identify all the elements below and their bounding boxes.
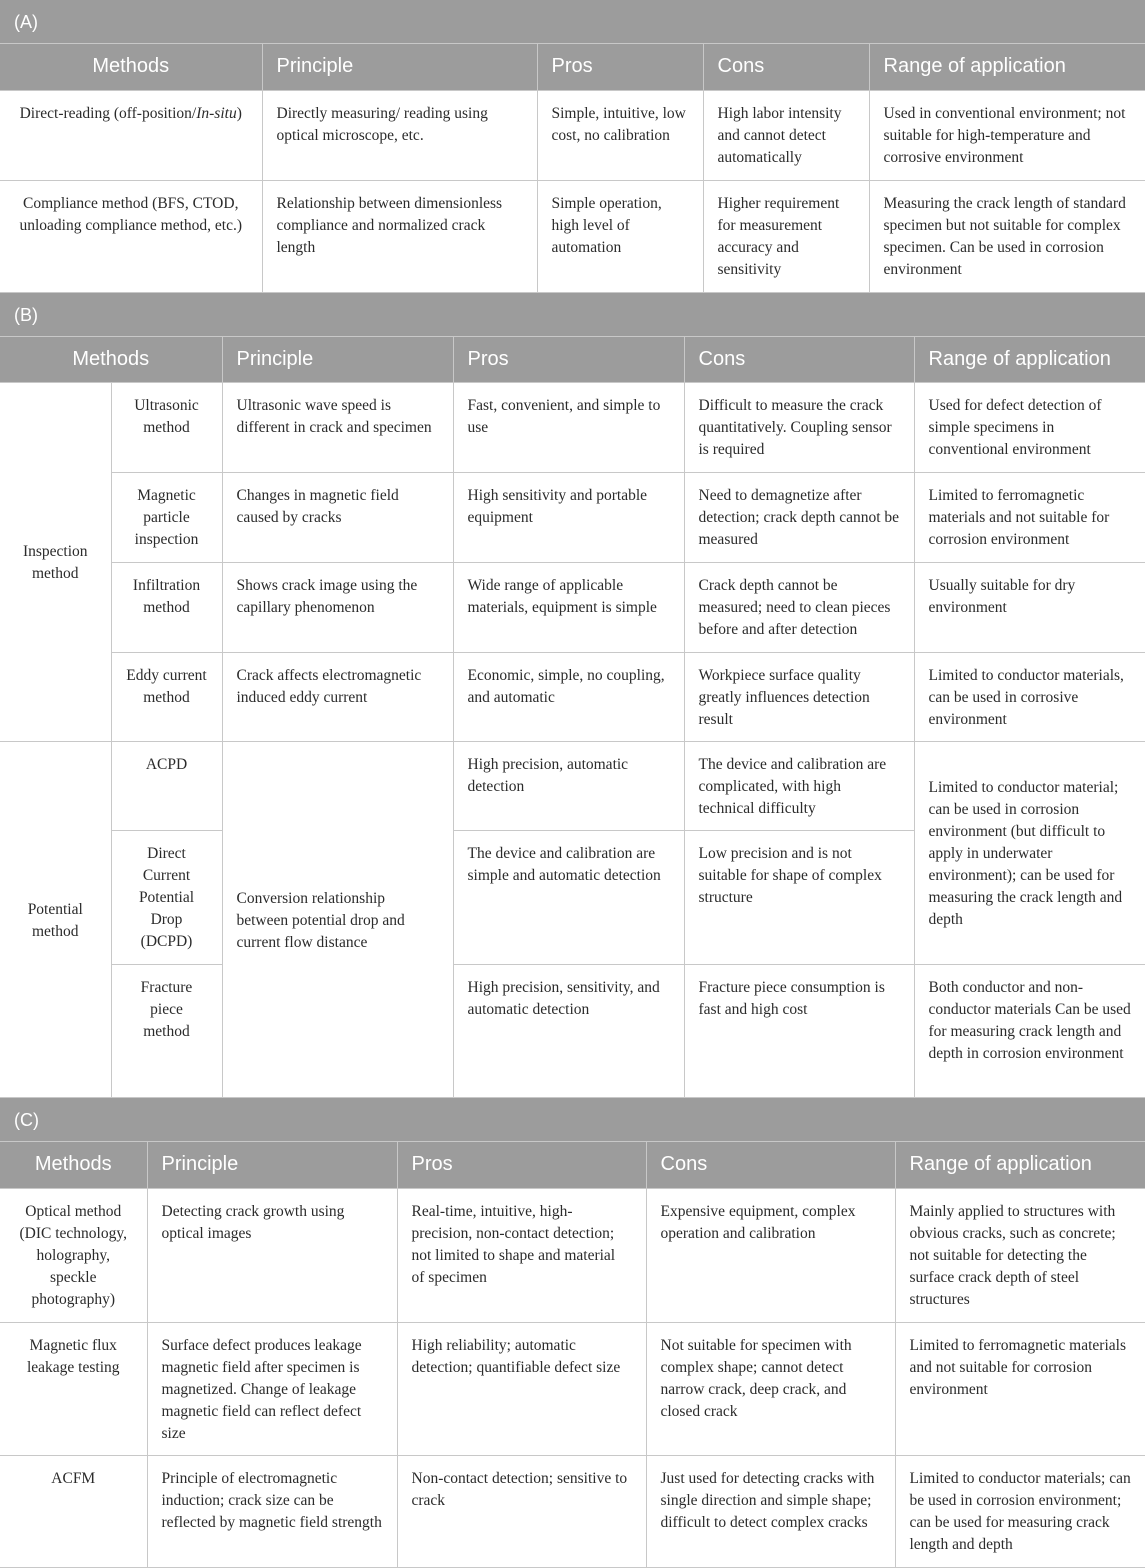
- table-row: [0, 383, 1145, 473]
- range-cell: Used in conventional environment; not suitable for high-temperature and corrosive environment: [869, 90, 1145, 180]
- header-pros: Pros: [537, 44, 703, 90]
- method-text-suffix: ): [236, 104, 242, 122]
- range-cell: Limited to ferromagnetic materials and not suitable for corrosion environment: [914, 473, 1145, 563]
- header-principle: Principle: [262, 44, 537, 90]
- pros-cell: High reliability; automatic detection; quantifiable defect size: [397, 1322, 646, 1455]
- cons-cell: Fracture piece consumption is fast and high cost: [684, 965, 914, 1098]
- header-range: Range of application: [895, 1142, 1145, 1188]
- pros-cell: Fast, convenient, and simple to use: [453, 383, 684, 473]
- method-text: Direct-reading (off-position/: [19, 104, 197, 122]
- header-principle: Principle: [222, 337, 453, 383]
- method-cell: Optical method (DIC technology, holography, speckle photography): [0, 1188, 147, 1322]
- method-cell: Direct Current Potential Drop (DCPD): [111, 831, 222, 965]
- method-cell: [0, 90, 262, 180]
- header-row: [0, 337, 1145, 383]
- method-cell: ACPD: [111, 742, 222, 831]
- pros-cell: Wide range of applicable materials, equipment is simple: [453, 563, 684, 653]
- header-methods: Methods: [0, 1142, 147, 1188]
- table-b: [0, 337, 1145, 1099]
- range-cell: Both conductor and non-conductor materials Can be used for measuring crack length and depth in corrosion environment: [914, 965, 1145, 1098]
- cons-cell: Just used for detecting cracks with single direction and simple shape; difficult to detect complex cracks: [646, 1455, 895, 1567]
- table-row: [0, 180, 1145, 292]
- principle-cell: Ultrasonic wave speed is different in crack and specimen: [222, 383, 453, 473]
- table-row: [0, 90, 1145, 180]
- cons-cell: Expensive equipment, complex operation and calibration: [646, 1188, 895, 1322]
- header-methods: Methods: [0, 44, 262, 90]
- table-row: [0, 1455, 1145, 1567]
- range-cell: Used for defect detection of simple specimens in conventional environment: [914, 383, 1145, 473]
- group-potential-method: Potential method: [0, 742, 111, 1098]
- table-row: [0, 742, 1145, 831]
- method-cell: Fracture piece method: [111, 965, 222, 1098]
- cons-cell: The device and calibration are complicated, with high technical difficulty: [684, 742, 914, 831]
- principle-cell: Shows crack image using the capillary phenomenon: [222, 563, 453, 653]
- principle-cell: Crack affects electromagnetic induced eddy current: [222, 653, 453, 742]
- method-cell: Eddy current method: [111, 653, 222, 742]
- table-a: [0, 44, 1145, 293]
- method-cell: Ultrasonic method: [111, 383, 222, 473]
- pros-cell: The device and calibration are simple and automatic detection: [453, 831, 684, 965]
- cons-cell: Low precision and is not suitable for shape of complex structure: [684, 831, 914, 965]
- principle-cell: Directly measuring/ reading using optical microscope, etc.: [262, 90, 537, 180]
- method-cell: ACFM: [0, 1455, 147, 1567]
- range-cell: Limited to ferromagnetic materials and not suitable for corrosion environment: [895, 1322, 1145, 1455]
- principle-cell: Principle of electromagnetic induction; crack size can be reflected by magnetic field strength: [147, 1455, 397, 1567]
- method-cell: Magnetic flux leakage testing: [0, 1322, 147, 1455]
- table-row: [0, 1188, 1145, 1322]
- header-principle: Principle: [147, 1142, 397, 1188]
- section-c-title: (C): [0, 1098, 1145, 1142]
- table-row: [0, 965, 1145, 1098]
- section-b-title: (B): [0, 293, 1145, 337]
- header-pros: Pros: [397, 1142, 646, 1188]
- principle-cell: Changes in magnetic field caused by cracks: [222, 473, 453, 563]
- table-row: [0, 1322, 1145, 1455]
- table-row: [0, 563, 1145, 653]
- cons-cell: Not suitable for specimen with complex shape; cannot detect narrow crack, deep crack, and closed crack: [646, 1322, 895, 1455]
- principle-cell: Surface defect produces leakage magnetic field after specimen is magnetized. Change of leakage magnetic field can reflect defect size: [147, 1322, 397, 1455]
- range-cell-potential: Limited to conductor material; can be used in corrosion environment (but difficult to apply in underwater environment); can be used for measuring the crack length and depth: [914, 742, 1145, 965]
- method-cell: Infiltration method: [111, 563, 222, 653]
- cons-cell: Workpiece surface quality greatly influences detection result: [684, 653, 914, 742]
- pros-cell: High precision, automatic detection: [453, 742, 684, 831]
- cons-cell: Need to demagnetize after detection; crack depth cannot be measured: [684, 473, 914, 563]
- pros-cell: Economic, simple, no coupling, and automatic: [453, 653, 684, 742]
- method-cell: Magnetic particle inspection: [111, 473, 222, 563]
- cons-cell: Difficult to measure the crack quantitatively. Coupling sensor is required: [684, 383, 914, 473]
- group-inspection-method: Inspection method: [0, 383, 111, 742]
- principle-cell: Relationship between dimensionless compliance and normalized crack length: [262, 180, 537, 292]
- table-row: [0, 653, 1145, 742]
- pros-cell: High sensitivity and portable equipment: [453, 473, 684, 563]
- range-cell: Measuring the crack length of standard specimen but not suitable for complex specimen. Can be used in corrosion environment: [869, 180, 1145, 292]
- header-row: [0, 44, 1145, 90]
- header-cons: Cons: [646, 1142, 895, 1188]
- table-row: [0, 473, 1145, 563]
- cons-cell: Higher requirement for measurement accuracy and sensitivity: [703, 180, 869, 292]
- header-range: Range of application: [914, 337, 1145, 383]
- cons-cell: Crack depth cannot be measured; need to clean pieces before and after detection: [684, 563, 914, 653]
- method-text-italic: In-situ: [196, 104, 237, 122]
- principle-cell: Detecting crack growth using optical images: [147, 1188, 397, 1322]
- range-cell: Limited to conductor materials; can be used in corrosion environment; can be used for measuring crack length and depth: [895, 1455, 1145, 1567]
- header-pros: Pros: [453, 337, 684, 383]
- range-cell: Usually suitable for dry environment: [914, 563, 1145, 653]
- principle-cell-potential: Conversion relationship between potential drop and current flow distance: [222, 742, 453, 1098]
- section-a-title: (A): [0, 0, 1145, 44]
- header-methods: Methods: [0, 337, 222, 383]
- header-cons: Cons: [684, 337, 914, 383]
- pros-cell: Non-contact detection; sensitive to crack: [397, 1455, 646, 1567]
- pros-cell: Simple operation, high level of automation: [537, 180, 703, 292]
- table-c: [0, 1142, 1145, 1568]
- pros-cell: High precision, sensitivity, and automatic detection: [453, 965, 684, 1098]
- pros-cell: Real-time, intuitive, high-precision, non-contact detection; not limited to shape and material of specimen: [397, 1188, 646, 1322]
- pros-cell: Simple, intuitive, low cost, no calibration: [537, 90, 703, 180]
- range-cell: Limited to conductor materials, can be used in corrosive environment: [914, 653, 1145, 742]
- header-range: Range of application: [869, 44, 1145, 90]
- method-cell: Compliance method (BFS, CTOD, unloading compliance method, etc.): [0, 180, 262, 292]
- header-row: [0, 1142, 1145, 1188]
- cons-cell: High labor intensity and cannot detect automatically: [703, 90, 869, 180]
- range-cell: Mainly applied to structures with obvious cracks, such as concrete; not suitable for detecting the surface crack depth of steel structures: [895, 1188, 1145, 1322]
- header-cons: Cons: [703, 44, 869, 90]
